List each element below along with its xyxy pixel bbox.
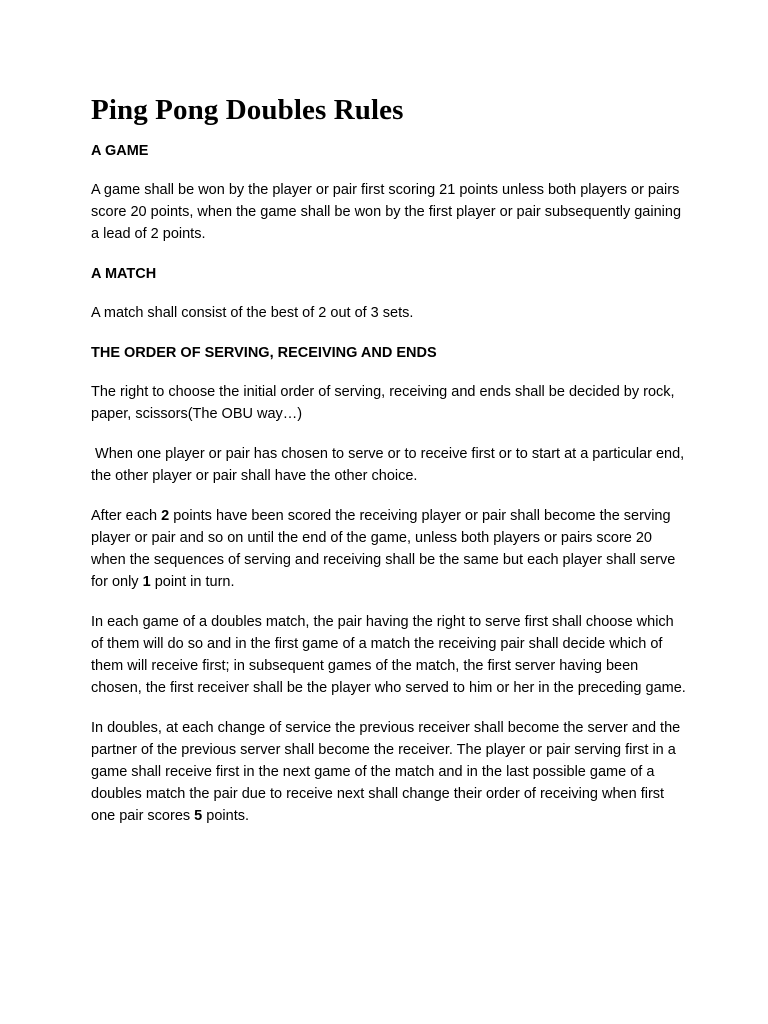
- bold-number: 2: [161, 508, 170, 524]
- paragraph-serve-rotation: [91, 505, 688, 593]
- paragraph-match-rule: A match shall consist of the best of 2 out of 3 sets.: [91, 305, 414, 321]
- text-run: points have been scored the receiving player or pair shall become the serving player or pair and so on until the end of the game, unless both players or pairs score 20 when the sequences of serving and receiving shall be the same but each player shall serve for only: [91, 508, 680, 590]
- text-run: point in turn.: [150, 574, 235, 590]
- section-heading-a-match: A MATCH: [91, 266, 157, 282]
- paragraph-initial-order: The right to choose the initial order of serving, receiving and ends shall be decided by rock, paper, scissors(The OBU way…): [91, 384, 679, 422]
- paragraph-doubles-change-of-service: [91, 717, 688, 827]
- text-run: After each: [91, 508, 162, 524]
- text-run: In doubles, at each change of service the previous receiver shall become the server and the partner of the previous server shall become the receiver. The player or pair serving first in a game shall receive first in the next game of the match and in the last possible game of a doubles match the pair due to receive next shall change their order of receiving when first one pair scores: [91, 720, 685, 824]
- bold-number: 1: [142, 574, 151, 590]
- paragraph-doubles-first-server: In each game of a doubles match, the pair having the right to serve first shall choose which of them will do so and in the first game of a match the receiving pair shall decide which of them will receive first; in subsequent games of the match, the first server having been chosen, the first receiver shall be the player who served to him or her in the preceding game.: [91, 614, 686, 696]
- paragraph-other-choice: When one player or pair has chosen to serve or to receive first or to start at a particular end, the other player or pair shall have the other choice.: [91, 446, 689, 484]
- bold-number: 5: [194, 808, 203, 824]
- text-run: points.: [202, 808, 249, 824]
- section-heading-a-game: A GAME: [91, 143, 149, 159]
- section-heading-order-of-serving: THE ORDER OF SERVING, RECEIVING AND ENDS: [91, 345, 437, 361]
- paragraph-game-rule: A game shall be won by the player or pair first scoring 21 points unless both players or pairs score 20 points, when the game shall be won by the first player or pair subsequently gaining a lead of 2 points.: [91, 182, 686, 242]
- document-title: Ping Pong Doubles Rules: [91, 94, 404, 126]
